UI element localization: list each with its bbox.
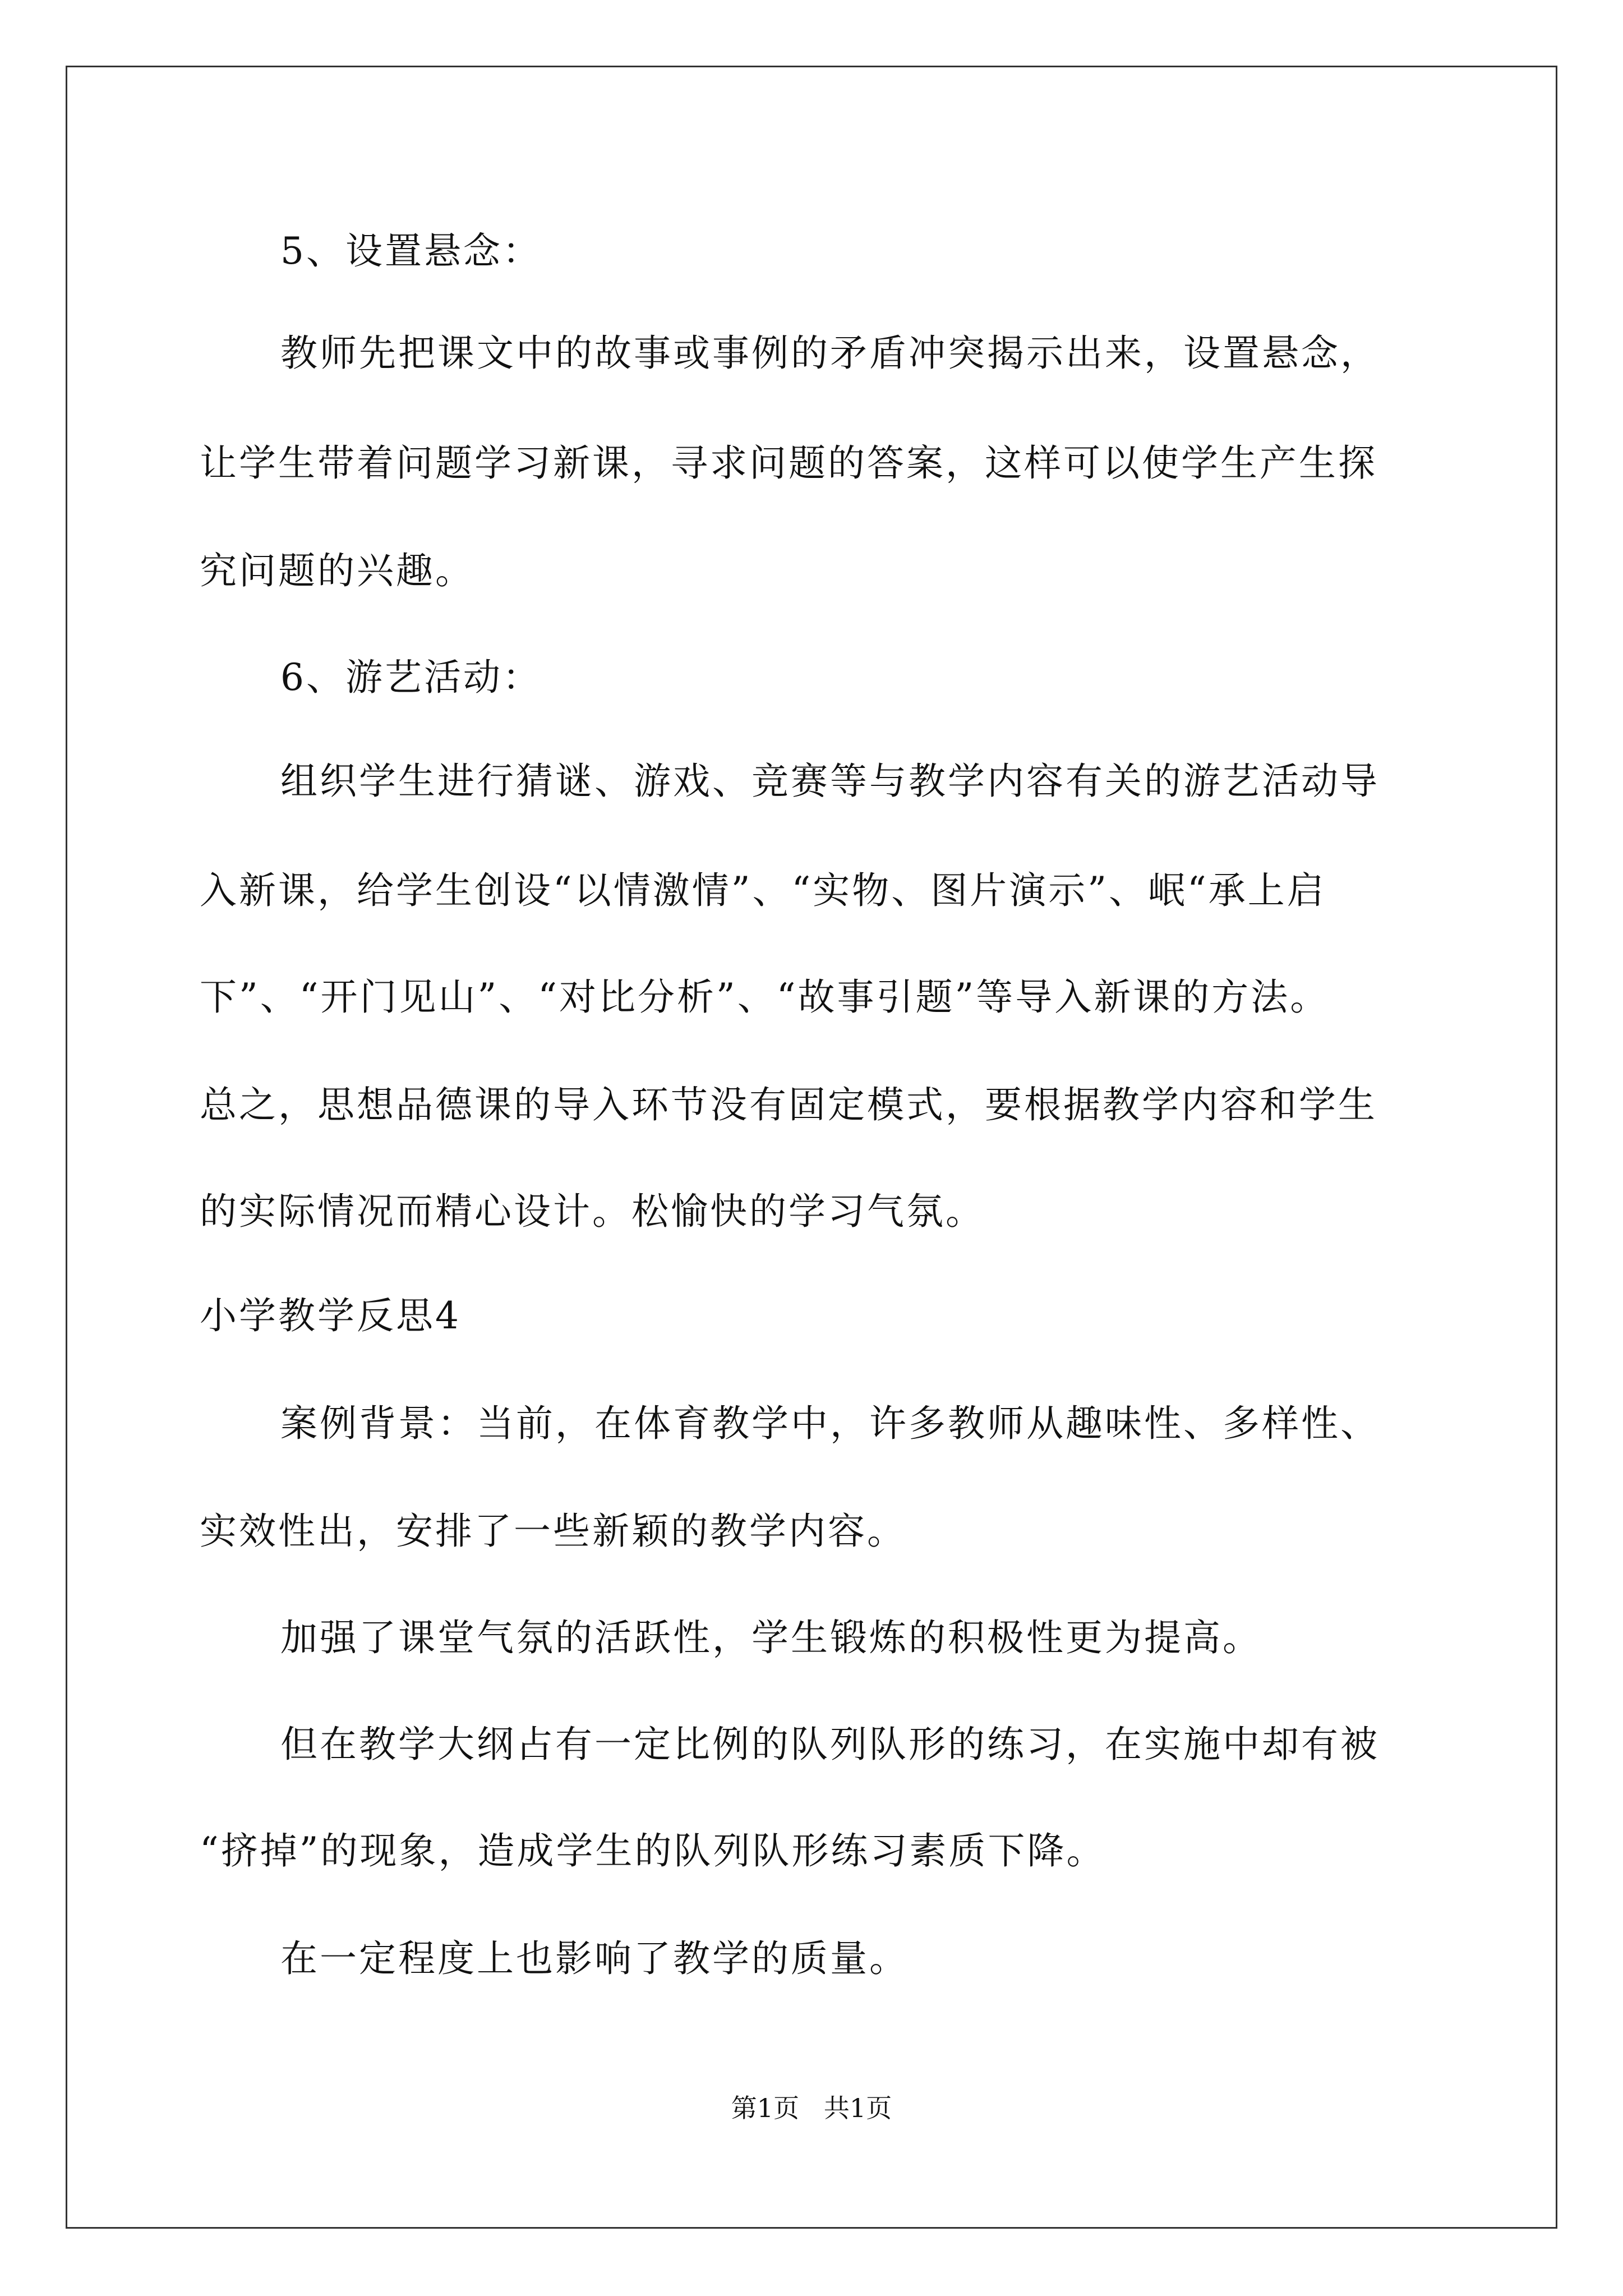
paragraph-line: “挤掉”的现象，造成学生的队列队形练习素质下降。: [200, 1829, 1106, 1872]
paragraph-line: 让学生带着问题学习新课，寻求问题的答案，这样可以使学生产生探: [200, 441, 1377, 485]
paragraph-line: 但在教学大纲占有一定比例的队列队形的练习，在实施中却有被: [280, 1723, 1380, 1766]
section-heading-5: 5、设置悬念：: [280, 229, 542, 273]
paragraph-line: 总之，思想品德课的导入环节没有固定模式，要根据教学内容和学生: [200, 1083, 1377, 1126]
paragraph-line: 入新课，给学生创设“以情激情”、“实物、图片演示”、岷“承上启: [200, 869, 1326, 912]
paragraph-line: 教师先把课文中的故事或事例的矛盾冲突揭示出来，设置悬念，: [280, 332, 1380, 375]
page-border: [66, 66, 1557, 2229]
paragraph-line: 下”、“开门见山”、“对比分析”、“故事引题”等导入新课的方法。: [200, 976, 1330, 1019]
paragraph-line: 实效性出，安排了一些新颖的教学内容。: [200, 1510, 906, 1553]
article-title: 小学教学反思4: [200, 1294, 461, 1337]
page-footer: 第1页 共1页: [731, 2093, 892, 2123]
paragraph-line: 案例背景：当前，在体育教学中，许多教师从趣味性、多样性、: [280, 1402, 1380, 1445]
paragraph-line: 加强了课堂气氛的活跃性，学生锻炼的积极性更为提高。: [280, 1616, 1262, 1659]
paragraph-line: 究问题的兴趣。: [200, 549, 474, 592]
section-heading-6: 6、游艺活动：: [280, 656, 542, 699]
paragraph-line: 的实际情况而精心设计。松愉快的学习气氛。: [200, 1190, 985, 1233]
paragraph-line: 组织学生进行猜谜、游戏、竞赛等与教学内容有关的游艺活动导: [280, 760, 1380, 803]
paragraph-line: 在一定程度上也影响了教学的质量。: [280, 1937, 909, 1980]
